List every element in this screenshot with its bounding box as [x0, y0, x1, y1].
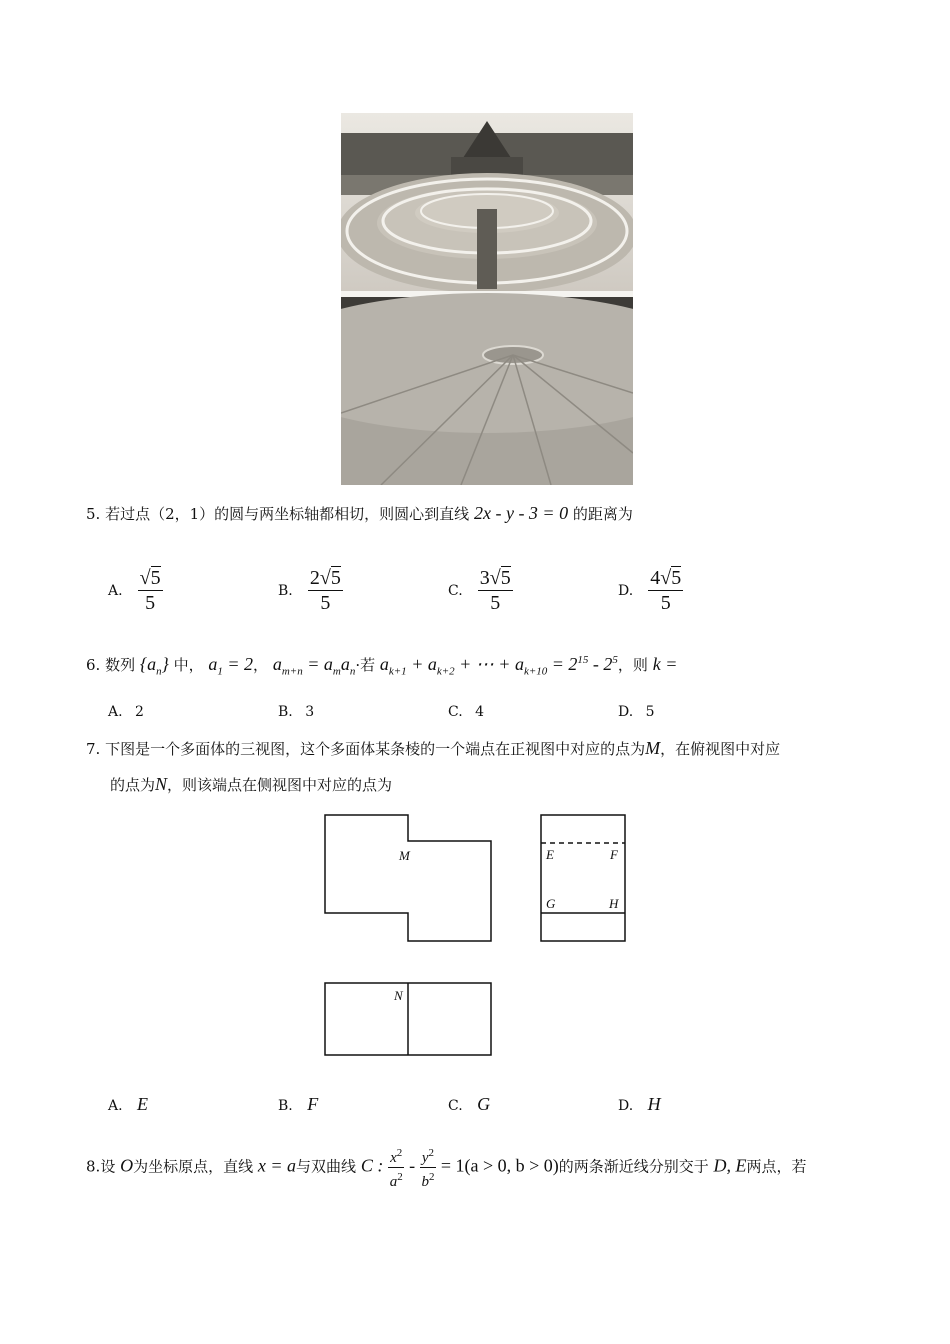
q8-condition: = 1(a > 0, b > 0)	[440, 1155, 559, 1176]
denominator: 5	[490, 592, 501, 614]
q8-text: 与双曲线	[296, 1157, 357, 1176]
option-label: A.	[108, 704, 123, 720]
coefficient: 4	[650, 567, 661, 589]
q8-curve: C :	[360, 1155, 384, 1176]
q6-text: 数列	[105, 656, 136, 674]
q6-text: 中，	[173, 656, 204, 674]
q6-a1: a	[208, 654, 218, 674]
q8-text: 的两条渐近线分别交于	[558, 1157, 709, 1176]
q7-option-d[interactable]	[618, 1094, 661, 1115]
option-label: D.	[618, 583, 634, 599]
label-e: E	[546, 847, 554, 862]
q8-minus: -	[409, 1155, 416, 1176]
coefficient: 2	[309, 567, 320, 589]
label-h: H	[609, 896, 619, 911]
option-label: B.	[278, 583, 293, 599]
q6-rec-sub: m	[332, 665, 341, 678]
side-view	[541, 815, 625, 941]
q6-sum: = 2	[547, 654, 578, 674]
option-label: D.	[618, 1098, 634, 1114]
q6-seq: {a	[139, 654, 157, 674]
q6-sum-sub: k+2	[436, 665, 455, 678]
q7-point-n: N	[155, 774, 168, 794]
radicand: 5	[330, 567, 341, 589]
label-g: G	[546, 896, 556, 911]
q8-stem	[86, 1144, 807, 1191]
q7-text: ，则该端点在侧视图中对应的点为	[167, 776, 393, 794]
denominator: 5	[320, 592, 331, 614]
q8-b: b	[421, 1174, 429, 1190]
q6-k: k =	[652, 654, 678, 674]
option-value: E	[137, 1094, 149, 1114]
q6-seq-end: }	[161, 654, 169, 674]
q7-option-b[interactable]	[278, 1094, 318, 1115]
radicand: 5	[500, 567, 511, 589]
q8-text: 设	[100, 1157, 116, 1176]
q8-text: 为坐标原点，直线	[133, 1157, 254, 1176]
q7-number: 7.	[86, 740, 101, 758]
q8-points: D, E	[713, 1155, 747, 1176]
q6-number: 6.	[86, 656, 101, 674]
radicand: 5	[150, 567, 161, 589]
q5-option-d[interactable]: D. $\frac{4√5}{5}$	[618, 567, 682, 614]
q6-rec: a	[340, 654, 350, 674]
q6-rec-sub: m+n	[281, 665, 303, 678]
option-value: F	[307, 1094, 319, 1114]
q8-line: x = a	[257, 1155, 297, 1176]
label-n: N	[394, 988, 403, 1003]
q8-sup: 2	[397, 1171, 403, 1183]
option-label: C.	[448, 583, 463, 599]
option-value: G	[477, 1094, 491, 1114]
q6-a1-value: = 2	[222, 654, 254, 674]
q6-rec: a	[272, 654, 282, 674]
q7-text: 的点为	[110, 776, 156, 794]
q6-comma: ，	[253, 656, 269, 674]
label-m: M	[399, 848, 410, 863]
label-f: F	[610, 847, 618, 862]
option-label: C.	[448, 704, 463, 720]
radicand: 5	[671, 567, 682, 589]
q5-number: 5.	[86, 505, 101, 523]
q6-sum: + a	[406, 654, 437, 674]
option-value: 2	[135, 704, 144, 720]
option-value: 5	[645, 704, 655, 720]
q6-seq-sub: n	[156, 665, 162, 678]
q6-sum: a	[379, 654, 389, 674]
q6-sup: 5	[612, 654, 618, 666]
q8-origin: O	[120, 1155, 134, 1176]
q6-sum: - 2	[588, 654, 613, 674]
option-label: C.	[448, 1098, 463, 1114]
q8-x: x	[390, 1150, 397, 1166]
option-value: 4	[475, 704, 485, 720]
denominator: 5	[145, 592, 156, 614]
q7-option-c[interactable]	[448, 1094, 490, 1115]
q8-sup: 2	[396, 1147, 403, 1159]
option-label: B.	[278, 704, 293, 720]
q8-text: 两点，若	[746, 1157, 807, 1176]
q5-line-equation: 2x - y - 3 = 0	[473, 503, 569, 523]
front-view	[325, 815, 491, 941]
option-label: A.	[108, 583, 123, 599]
q7-text: 下图是一个多面体的三视图，这个多面体某条棱的一个端点在正视图中对应的点为	[105, 740, 646, 758]
q5-option-a[interactable]: A. $\frac{√5}{5}$	[108, 567, 161, 614]
q6-sum-sub: k+10	[523, 665, 548, 678]
option-value: 3	[305, 704, 315, 720]
q5-option-c[interactable]: C. $\frac{3√5}{5}$	[448, 567, 511, 614]
option-value: H	[647, 1094, 661, 1114]
q5-tail: 的距离为	[572, 505, 633, 523]
q5-text: 若过点（2，1）的圆与两坐标轴都相切，则圆心到直线	[105, 505, 470, 523]
q6-rec-sub: n	[349, 665, 356, 678]
q8-sup: 2	[428, 1147, 435, 1159]
q7-text: ，在俯视图中对应	[660, 740, 781, 758]
q7-point-m: M	[645, 738, 661, 758]
q6-sup: 15	[577, 654, 589, 666]
q8-a: a	[389, 1174, 398, 1190]
coefficient: 3	[479, 567, 490, 589]
option-label: B.	[278, 1098, 293, 1114]
option-label: A.	[108, 1098, 123, 1114]
q6-rec: = a	[302, 654, 333, 674]
q6-sum: + ⋯ + a	[454, 654, 524, 674]
q7-option-a[interactable]	[108, 1094, 148, 1115]
denominator: 5	[660, 592, 671, 614]
q8-sup: 2	[428, 1171, 435, 1183]
q8-y: y	[421, 1150, 429, 1166]
q5-option-b[interactable]: B. $\frac{2√5}{5}$	[278, 567, 341, 614]
option-label: D.	[618, 704, 634, 720]
q6-text: ，则	[617, 656, 648, 674]
q6-text: ·若	[355, 656, 376, 674]
q6-sum-sub: k+1	[388, 665, 407, 678]
q8-number: 8.	[86, 1157, 101, 1176]
q6-a1-sub: 1	[217, 665, 223, 678]
